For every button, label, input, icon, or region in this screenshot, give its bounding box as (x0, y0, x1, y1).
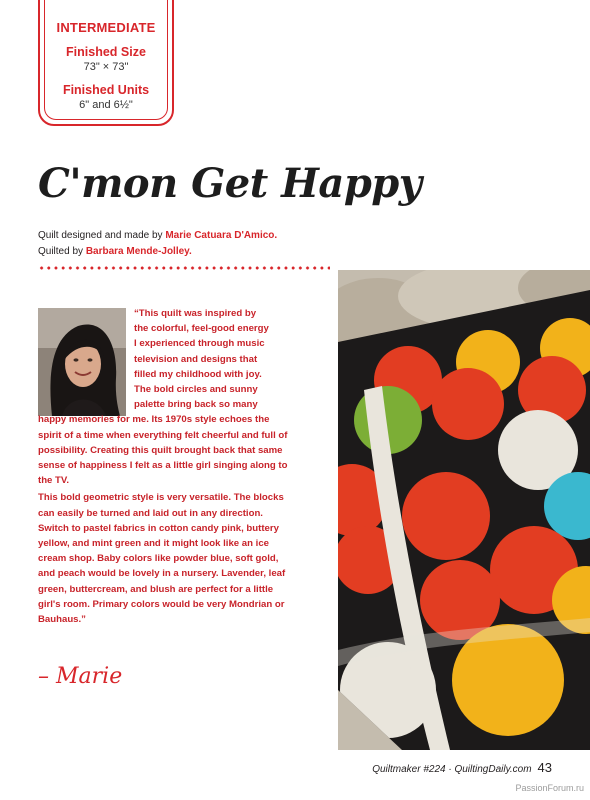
finished-units-value: 6" and 6½" (79, 99, 133, 111)
designed-by-line (38, 228, 277, 244)
quote-lead-line: the colorful, feel-good energy (134, 323, 269, 335)
page-number: 43 (537, 760, 552, 775)
designer-name: Marie Catuara D'Amico. (165, 230, 278, 241)
skill-level: INTERMEDIATE (56, 20, 156, 35)
finished-size-label: Finished Size (66, 45, 146, 59)
quote-lead-line: “This quilt was inspired by (134, 308, 257, 319)
quote-lead-line: television and designs that (134, 353, 258, 365)
quote-paragraph-1 (38, 306, 290, 488)
skill-badge-inner (44, 0, 168, 120)
designed-by-prefix: Quilt designed and made by (38, 230, 166, 241)
dotted-divider (38, 266, 330, 270)
quote-paragraph-1-rest: happy memories for me. Its 1970s style echoes the spirit of a time when everything felt cheerful and full of possibility. Creating this quilt brought back that same sense of happiness I felt as a little girl singing along to the TV. (38, 414, 288, 487)
quilt-illustration (338, 270, 590, 750)
credits (38, 228, 277, 260)
quote-lead-line: palette bring back so many (134, 399, 258, 411)
finished-units-label: Finished Units (62, 83, 150, 97)
quote-lead-line: The bold circles and sunny (134, 384, 258, 396)
quote-paragraph-2: This bold geometric style is very versatile. The blocks can easily be turned and laid out in any direction. Switch to pastel fabrics in cotton candy pink, buttery yellow, and mint green and it might look like an ice cream shop. Baby colors like powder blue, soft gold, and peach would be lovely in a nursery. Lavender, leaf green, buttercream, and blush are perfect for a little girl's room. Primary colors would be very Mondrian or Bauhaus.” (38, 492, 286, 626)
page-title: C'mon Get Happy (38, 160, 422, 207)
designer-quote (38, 306, 290, 627)
quote-lead-line: I experienced through music (134, 338, 265, 350)
watermark: PassionForum.ru (515, 783, 584, 793)
page-footer (372, 760, 552, 775)
quote-lead-line: filled my childhood with joy. (134, 368, 262, 380)
quilter-name: Barbara Mende-Jolley. (85, 246, 192, 257)
quilted-by-prefix: Quilted by (38, 246, 86, 257)
signature: – Marie (38, 664, 123, 689)
skill-badge (38, 0, 174, 126)
quilt-photo (338, 270, 590, 750)
quilted-by-line (38, 244, 277, 260)
finished-size-value: 73" × 73" (83, 61, 129, 73)
publication-credit: Quiltmaker #224 · QuiltingDaily.com (372, 764, 532, 775)
